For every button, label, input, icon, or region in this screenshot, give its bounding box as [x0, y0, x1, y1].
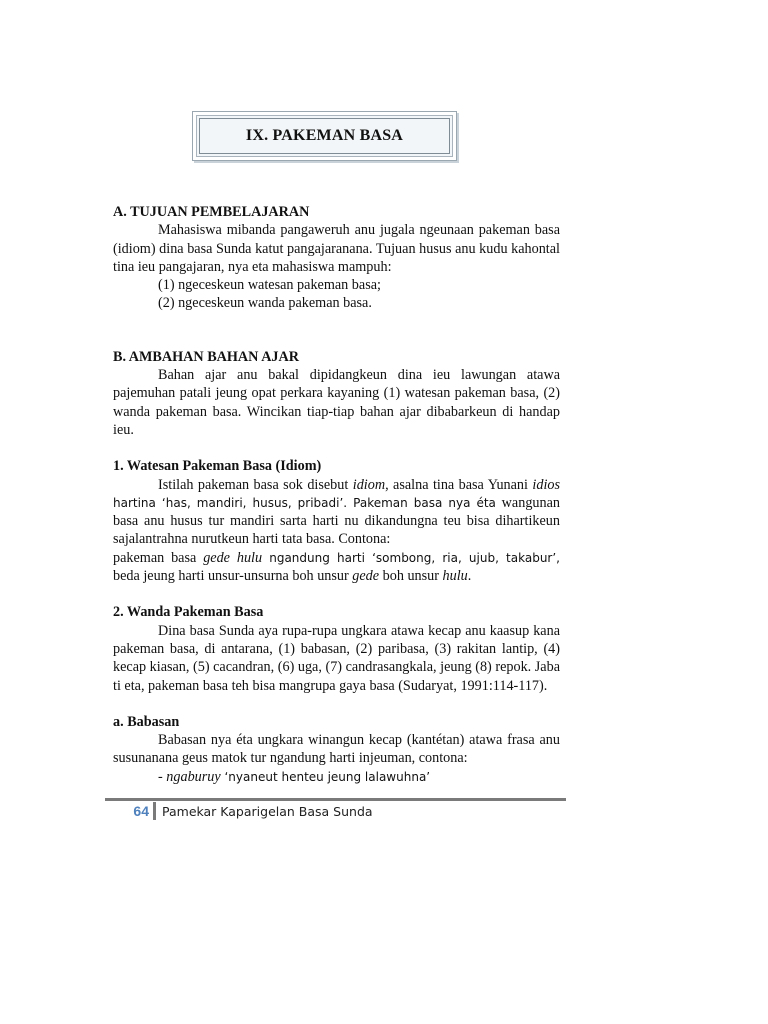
subsection-a-heading: a. Babasan	[113, 713, 180, 730]
section-a-paragraph: Mahasiswa mibanda pangaweruh anu jugala ngeunaan pakeman basa (idiom) dina basa Sunda katut pangajaranana. Tujuan husus anu kudu kahontal tina ieu pangajaran, nya eta mahasiswa mampuh:	[113, 222, 560, 275]
chapter-title: IX. PAKEMAN BASA	[199, 118, 450, 154]
chapter-title-box	[192, 111, 457, 161]
page-footer	[105, 801, 566, 821]
subsection-2-heading: 2. Wanda Pakeman Basa	[113, 604, 264, 621]
subsection-2-paragraph: Dina basa Sunda aya rupa-rupa ungkara atawa kecap anu kaasup kana pakeman basa, di antarana, (1) babasan, (2) paribasa, (3) rakitan lantip, (4) kecap kiasan, (5) cacandran, (6) uga, (7) candrasangkala, jeung (8) repok. Jaba ti eta, pakeman basa teh bisa mangrupa gaya basa (Sudaryat, 1991:114-117).	[113, 622, 560, 694]
subsection-1-heading: 1. Watesan Pakeman Basa (Idiom)	[113, 458, 322, 475]
footer-separator	[153, 802, 156, 820]
page-body	[113, 203, 560, 786]
subsection-1-paragraph-2: pakeman basa gede hulu ngandung harti ‘sombong, ria, ujub, takabur’, beda jeung harti unsur-unsurna boh unsur gede boh unsur hulu.	[113, 549, 560, 585]
objective-item-1: (1) ngeceskeun watesan pakeman basa;	[158, 277, 381, 294]
babasan-example: - ngaburuy ‘nyaneut henteu jeung lalawuhna’	[158, 768, 431, 785]
subsection-1-paragraph-1: Istilah pakeman basa sok disebut idiom, asalna tina basa Yunani idios hartina ‘has, mandiri, husus, pribadi’. Pakeman basa nya éta wangunan basa anu husus tur mandiri sarta harti nu dikandungna teu bisa dihartikeun sajalantrahna nurutkeun harti tata basa. Contona:	[113, 476, 560, 548]
objective-item-2: (2) ngeceskeun wanda pakeman basa.	[158, 295, 372, 312]
book-title: Pamekar Kaparigelan Basa Sunda	[162, 803, 373, 819]
section-a-heading: A. TUJUAN PEMBELAJARAN	[113, 204, 310, 220]
page-number: 64	[133, 803, 149, 819]
section-b-heading: B. AMBAHAN BAHAN AJAR	[113, 348, 300, 365]
section-b-paragraph: Bahan ajar anu bakal dipidangkeun dina ieu lawungan atawa pajemuhan patali jeung opat perkara kayaning (1) watesan pakeman basa, (2) wanda pakeman basa. Wincikan tiap-tiap bahan ajar dibabarkeun di handap ieu.	[113, 367, 560, 438]
subsection-a-paragraph: Babasan nya éta ungkara winangun kecap (kantétan) atawa frasa anu susunanana geus matok tur ngandung harti injeuman, contona:	[113, 732, 560, 767]
